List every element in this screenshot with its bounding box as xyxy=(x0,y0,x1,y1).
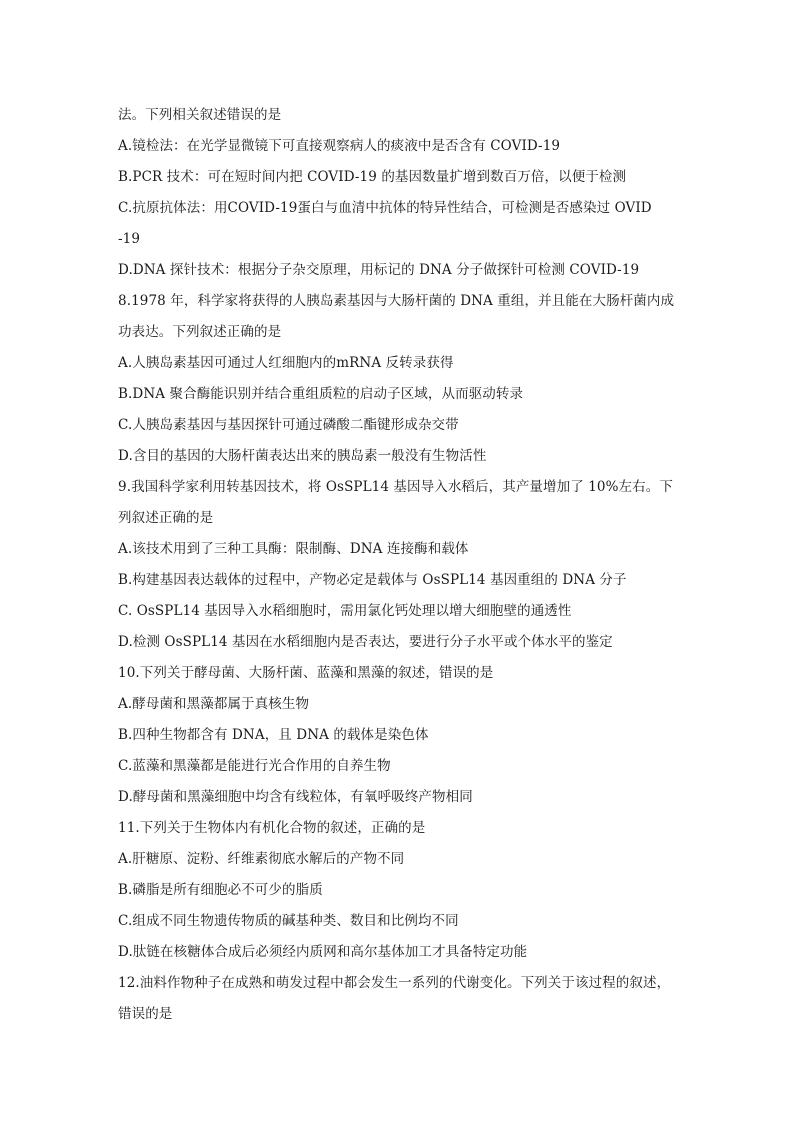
text-line: 法。下列相关叙述错误的是 xyxy=(118,107,282,123)
document-page xyxy=(118,100,678,1030)
option-line: B.磷脂是所有细胞必不可少的脂质 xyxy=(118,882,323,898)
question-9: 9.我国科学家利用转基因技术，将 OsSPL14 基因导入水稻后，其产量增加了 10%左右。下 xyxy=(118,479,673,495)
option-line: C.组成不同生物遗传物质的碱基种类、数目和比例均不同 xyxy=(118,913,459,929)
question-8-continued: 功表达。下列叙述正确的是 xyxy=(118,324,282,340)
option-line: D.含目的基因的大肠杆菌表达出来的胰岛素一般没有生物活性 xyxy=(118,448,487,464)
option-line: A.人胰岛素基因可通过人红细胞内的mRNA 反转录获得 xyxy=(118,355,454,371)
option-line-continued: -19 xyxy=(118,231,141,247)
option-line: D.酵母菌和黑藻细胞中均含有线粒体，有氧呼吸终产物相同 xyxy=(118,789,473,805)
option-line: C.抗原抗体法：用COVID-19蛋白与血清中抗体的特异性结合，可检测是否感染过 OVID xyxy=(118,200,652,216)
option-line: A.该技术用到了三种工具酶：限制酶、DNA 连接酶和载体 xyxy=(118,541,469,557)
option-line: D.DNA 探针技术：根据分子杂交原理，用标记的 DNA 分子做探针可检测 COVID-19 xyxy=(118,262,640,278)
option-line: B.四种生物都含有 DNA，且 DNA 的载体是染色体 xyxy=(118,727,429,743)
option-line: D.检测 OsSPL14 基因在水稻细胞内是否表达，要进行分子水平或个体水平的鉴定 xyxy=(118,634,613,650)
option-line: B.DNA 聚合酶能识别并结合重组质粒的启动子区域，从而驱动转录 xyxy=(118,386,524,402)
option-line: C.蓝藻和黑藻都是能进行光合作用的自养生物 xyxy=(118,758,391,774)
question-12: 12.油料作物种子在成熟和萌发过程中都会发生一系列的代谢变化。下列关于该过程的叙述， xyxy=(118,975,671,991)
question-9-continued: 列叙述正确的是 xyxy=(118,510,214,526)
option-line: B.PCR 技术：可在短时间内把 COVID-19 的基因数量扩增到数百万倍，以便于检测 xyxy=(118,169,627,185)
option-line: A.肝糖原、淀粉、纤维素彻底水解后的产物不同 xyxy=(118,851,405,867)
option-line: A.镜检法：在光学显微镜下可直接观察病人的痰液中是否含有 COVID-19 xyxy=(118,138,561,154)
option-line: D.肽链在核糖体合成后必须经内质网和高尔基体加工才具备特定功能 xyxy=(118,944,528,960)
option-line: C.人胰岛素基因与基因探针可通过磷酸二酯键形成杂交带 xyxy=(118,417,459,433)
option-line: A.酵母菌和黑藻都属于真核生物 xyxy=(118,696,310,712)
question-10: 10.下列关于酵母菌、大肠杆菌、蓝藻和黑藻的叙述，错误的是 xyxy=(118,665,494,681)
question-8: 8.1978 年，科学家将获得的人胰岛素基因与大肠杆菌的 DNA 重组，并且能在大肠杆菌内成 xyxy=(118,293,675,309)
question-11: 11.下列关于生物体内有机化合物的叙述，正确的是 xyxy=(118,820,426,836)
option-line: C. OsSPL14 基因导入水稻细胞时，需用氯化钙处理以增大细胞壁的通透性 xyxy=(118,603,572,619)
question-12-continued: 错误的是 xyxy=(118,1006,173,1022)
option-line: B.构建基因表达载体的过程中，产物必定是载体与 OsSPL14 基因重组的 DNA 分子 xyxy=(118,572,627,588)
